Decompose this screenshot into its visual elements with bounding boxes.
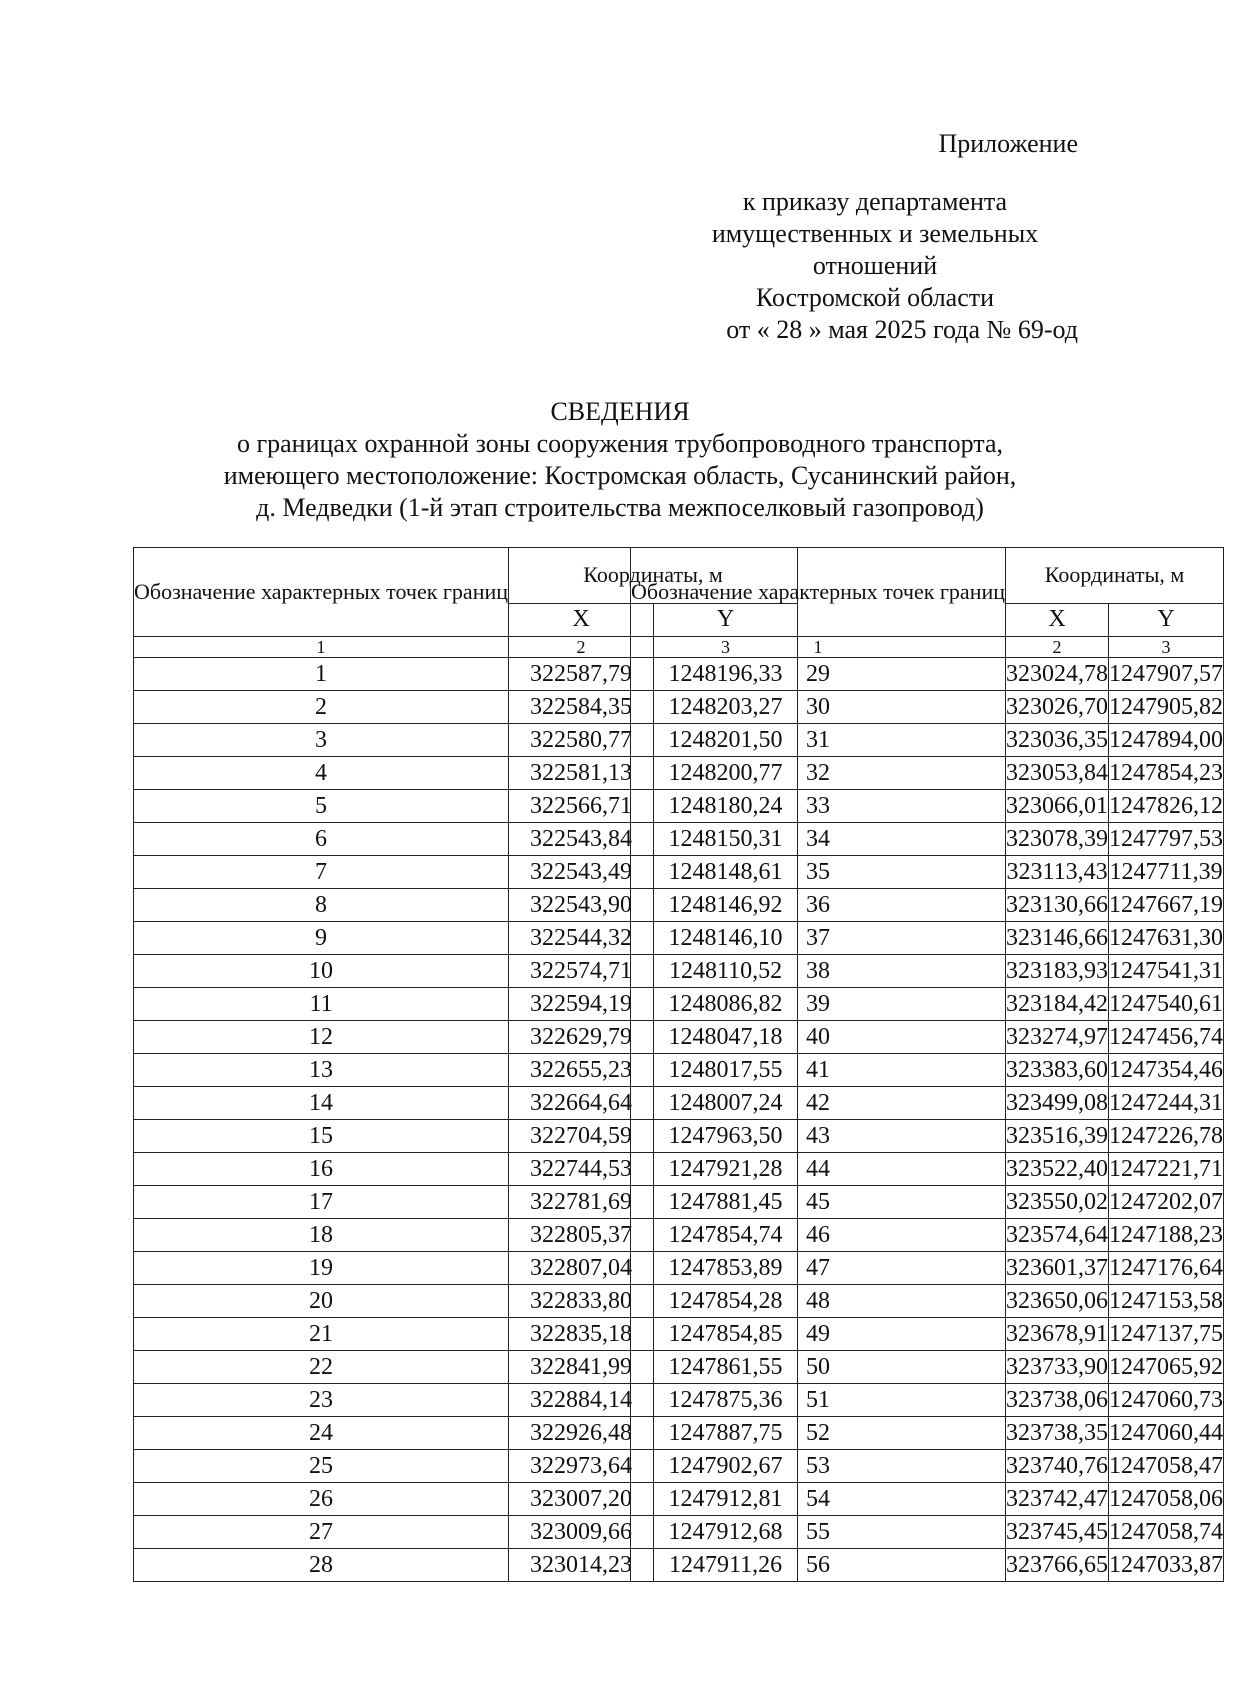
y-coordinate-cell: 1248146,92 — [654, 889, 798, 922]
y-coordinate-cell: 1247137,75 — [1109, 1318, 1224, 1351]
x-coordinate-cell: 323383,60 — [1006, 1054, 1109, 1087]
point-number-cell: 51 — [631, 1384, 1006, 1417]
table-row — [631, 691, 1224, 724]
y-coordinate-cell: 1247902,67 — [654, 1450, 798, 1483]
x-coordinate-cell: 323078,39 — [1006, 823, 1109, 856]
x-coordinate-cell: 322587,79 — [509, 658, 654, 691]
x-coordinate-cell: 322973,64 — [509, 1450, 654, 1483]
column-index: 2 — [509, 637, 654, 658]
x-coordinate-cell: 323766,65 — [1006, 1549, 1109, 1582]
order-line: отношений — [812, 251, 938, 280]
x-coordinate-cell: 322584,35 — [509, 691, 654, 724]
y-coordinate-cell: 1247153,58 — [1109, 1285, 1224, 1318]
y-coordinate-cell: 1248200,77 — [654, 757, 798, 790]
point-number-cell: 48 — [631, 1285, 1006, 1318]
point-number-cell: 30 — [631, 691, 1006, 724]
y-coordinate-cell: 1247854,23 — [1109, 757, 1224, 790]
x-column-header: X — [509, 603, 654, 636]
point-number-cell: 52 — [631, 1417, 1006, 1450]
point-number-cell: 25 — [134, 1450, 509, 1483]
table-row — [631, 1318, 1224, 1351]
y-coordinate-cell: 1247887,75 — [654, 1417, 798, 1450]
x-coordinate-cell: 323742,47 — [1006, 1483, 1109, 1516]
point-number-cell: 13 — [134, 1054, 509, 1087]
order-date-line: от « 28 » мая 2025 года № 69-од — [726, 315, 1078, 344]
x-coordinate-cell: 322805,37 — [509, 1219, 654, 1252]
x-coordinate-cell: 322629,79 — [509, 1021, 654, 1054]
point-number-cell: 53 — [631, 1450, 1006, 1483]
x-coordinate-cell: 322566,71 — [509, 790, 654, 823]
y-coordinate-cell: 1247540,61 — [1109, 988, 1224, 1021]
point-number-cell: 44 — [631, 1153, 1006, 1186]
order-line: имущественных и земельных — [711, 219, 1039, 248]
y-column-header: Y — [1109, 603, 1224, 636]
point-number-cell: 1 — [134, 658, 509, 691]
y-coordinate-cell: 1247853,89 — [654, 1252, 798, 1285]
x-coordinate-cell: 322744,53 — [509, 1153, 654, 1186]
coordinates-column-header: Координаты, м — [509, 548, 798, 604]
x-coordinate-cell: 323516,39 — [1006, 1120, 1109, 1153]
x-coordinate-cell: 323053,84 — [1006, 757, 1109, 790]
point-number-cell: 56 — [631, 1549, 1006, 1582]
y-coordinate-cell: 1248017,55 — [654, 1054, 798, 1087]
x-coordinate-cell: 323113,43 — [1006, 856, 1109, 889]
y-coordinate-cell: 1247861,55 — [654, 1351, 798, 1384]
x-coordinate-cell: 323274,97 — [1006, 1021, 1109, 1054]
table-row — [631, 1153, 1224, 1186]
point-column-header: Обозначение характерных точек границ — [631, 548, 1006, 637]
point-number-cell: 22 — [134, 1351, 509, 1384]
point-number-cell: 41 — [631, 1054, 1006, 1087]
point-number-cell: 49 — [631, 1318, 1006, 1351]
y-coordinate-cell: 1247875,36 — [654, 1384, 798, 1417]
table-row — [631, 1384, 1224, 1417]
point-number-cell: 5 — [134, 790, 509, 823]
point-number-cell: 37 — [631, 922, 1006, 955]
x-coordinate-cell: 322580,77 — [509, 724, 654, 757]
x-coordinate-cell: 323574,64 — [1006, 1219, 1109, 1252]
y-coordinate-cell: 1247058,06 — [1109, 1483, 1224, 1516]
column-index: 3 — [654, 637, 798, 658]
x-coordinate-cell: 322574,71 — [509, 955, 654, 988]
point-column-header: Обозначение характерных точек границ — [134, 548, 509, 637]
y-coordinate-cell: 1248148,61 — [654, 856, 798, 889]
x-coordinate-cell: 322594,19 — [509, 988, 654, 1021]
point-number-cell: 12 — [134, 1021, 509, 1054]
x-coordinate-cell: 323184,42 — [1006, 988, 1109, 1021]
point-number-cell: 50 — [631, 1351, 1006, 1384]
y-coordinate-cell: 1248150,31 — [654, 823, 798, 856]
point-number-cell: 7 — [134, 856, 509, 889]
table-row — [631, 922, 1224, 955]
x-coordinate-cell: 323601,37 — [1006, 1252, 1109, 1285]
y-coordinate-cell: 1247060,44 — [1109, 1417, 1224, 1450]
x-coordinate-cell: 323009,66 — [509, 1516, 654, 1549]
x-coordinate-cell: 322704,59 — [509, 1120, 654, 1153]
point-number-cell: 10 — [134, 955, 509, 988]
table-row — [631, 1417, 1224, 1450]
x-coordinate-cell: 323007,20 — [509, 1483, 654, 1516]
order-line: к приказу департамента — [742, 187, 1008, 216]
table-row — [631, 823, 1224, 856]
coordinates-table-right — [630, 547, 1224, 1582]
y-coordinate-cell: 1247226,78 — [1109, 1120, 1224, 1153]
y-coordinate-cell: 1247541,31 — [1109, 955, 1224, 988]
y-coordinate-cell: 1247221,71 — [1109, 1153, 1224, 1186]
x-coordinate-cell: 323522,40 — [1006, 1153, 1109, 1186]
x-coordinate-cell: 322543,90 — [509, 889, 654, 922]
x-coordinate-cell: 322664,64 — [509, 1087, 654, 1120]
title-heading: СВЕДЕНИЯ — [550, 397, 690, 426]
point-number-cell: 47 — [631, 1252, 1006, 1285]
x-coordinate-cell: 322581,13 — [509, 757, 654, 790]
x-coordinate-cell: 322544,32 — [509, 922, 654, 955]
coordinates-column-header: Координаты, м — [1006, 548, 1224, 604]
table-row — [631, 1021, 1224, 1054]
table-row — [631, 1483, 1224, 1516]
point-number-cell: 11 — [134, 988, 509, 1021]
y-coordinate-cell: 1247631,30 — [1109, 922, 1224, 955]
y-coordinate-cell: 1247058,47 — [1109, 1450, 1224, 1483]
point-number-cell: 31 — [631, 724, 1006, 757]
table-body — [631, 658, 1224, 1582]
point-number-cell: 45 — [631, 1186, 1006, 1219]
x-coordinate-cell: 322807,04 — [509, 1252, 654, 1285]
x-coordinate-cell: 323745,45 — [1006, 1516, 1109, 1549]
x-column-header: X — [1006, 603, 1109, 636]
x-coordinate-cell: 323026,70 — [1006, 691, 1109, 724]
x-coordinate-cell: 322884,14 — [509, 1384, 654, 1417]
table-row — [631, 1285, 1224, 1318]
y-coordinate-cell: 1248180,24 — [654, 790, 798, 823]
point-number-cell: 38 — [631, 955, 1006, 988]
table-row — [631, 724, 1224, 757]
y-coordinate-cell: 1248196,33 — [654, 658, 798, 691]
y-coordinate-cell: 1248007,24 — [654, 1087, 798, 1120]
x-coordinate-cell: 322926,48 — [509, 1417, 654, 1450]
point-number-cell: 42 — [631, 1087, 1006, 1120]
x-coordinate-cell: 322841,99 — [509, 1351, 654, 1384]
x-coordinate-cell: 323036,35 — [1006, 724, 1109, 757]
y-column-header: Y — [654, 603, 798, 636]
x-coordinate-cell: 323740,76 — [1006, 1450, 1109, 1483]
x-coordinate-cell: 322543,49 — [509, 856, 654, 889]
point-number-cell: 36 — [631, 889, 1006, 922]
title-line: о границах охранной зоны сооружения трубопроводного транспорта, — [236, 429, 1004, 458]
title-line: д. Медведки (1-й этап строительства межпоселковый газопровод) — [256, 493, 984, 522]
x-coordinate-cell: 323183,93 — [1006, 955, 1109, 988]
document-title — [0, 396, 1240, 524]
y-coordinate-cell: 1247456,74 — [1109, 1021, 1224, 1054]
point-number-cell: 55 — [631, 1516, 1006, 1549]
table-row — [631, 1549, 1224, 1582]
table-row — [631, 1351, 1224, 1384]
point-number-cell: 21 — [134, 1318, 509, 1351]
point-number-cell: 46 — [631, 1219, 1006, 1252]
y-coordinate-cell: 1247202,07 — [1109, 1186, 1224, 1219]
x-coordinate-cell: 323650,06 — [1006, 1285, 1109, 1318]
y-coordinate-cell: 1248110,52 — [654, 955, 798, 988]
point-number-cell: 14 — [134, 1087, 509, 1120]
column-index: 1 — [134, 637, 509, 658]
order-reference — [680, 186, 1078, 346]
y-coordinate-cell: 1247033,87 — [1109, 1549, 1224, 1582]
point-number-cell: 35 — [631, 856, 1006, 889]
point-number-cell: 6 — [134, 823, 509, 856]
point-number-cell: 17 — [134, 1186, 509, 1219]
table-row — [631, 790, 1224, 823]
point-number-cell: 2 — [134, 691, 509, 724]
column-index: 3 — [1109, 637, 1224, 658]
x-coordinate-cell: 323014,23 — [509, 1549, 654, 1582]
point-number-cell: 4 — [134, 757, 509, 790]
y-coordinate-cell: 1248203,27 — [654, 691, 798, 724]
y-coordinate-cell: 1247667,19 — [1109, 889, 1224, 922]
y-coordinate-cell: 1247854,85 — [654, 1318, 798, 1351]
title-line: имеющего местоположение: Костромская область, Сусанинский район, — [223, 461, 1017, 490]
point-number-cell: 3 — [134, 724, 509, 757]
point-number-cell: 29 — [631, 658, 1006, 691]
y-coordinate-cell: 1247854,74 — [654, 1219, 798, 1252]
point-number-cell: 40 — [631, 1021, 1006, 1054]
point-number-cell: 9 — [134, 922, 509, 955]
point-number-cell: 24 — [134, 1417, 509, 1450]
y-coordinate-cell: 1247188,23 — [1109, 1219, 1224, 1252]
point-number-cell: 26 — [134, 1483, 509, 1516]
table-row — [631, 1516, 1224, 1549]
point-number-cell: 33 — [631, 790, 1006, 823]
x-coordinate-cell: 323066,01 — [1006, 790, 1109, 823]
x-coordinate-cell: 322781,69 — [509, 1186, 654, 1219]
point-number-cell: 39 — [631, 988, 1006, 1021]
y-coordinate-cell: 1247963,50 — [654, 1120, 798, 1153]
column-index: 1 — [631, 637, 1006, 658]
y-coordinate-cell: 1247894,00 — [1109, 724, 1224, 757]
y-coordinate-cell: 1248146,10 — [654, 922, 798, 955]
point-number-cell: 43 — [631, 1120, 1006, 1153]
x-coordinate-cell: 322543,84 — [509, 823, 654, 856]
point-number-cell: 19 — [134, 1252, 509, 1285]
y-coordinate-cell: 1247921,28 — [654, 1153, 798, 1186]
table-row — [631, 1252, 1224, 1285]
point-number-cell: 8 — [134, 889, 509, 922]
y-coordinate-cell: 1247797,53 — [1109, 823, 1224, 856]
point-number-cell: 16 — [134, 1153, 509, 1186]
table-row — [631, 988, 1224, 1021]
point-number-cell: 28 — [134, 1549, 509, 1582]
x-coordinate-cell: 323146,66 — [1006, 922, 1109, 955]
table-row — [631, 658, 1224, 691]
y-coordinate-cell: 1247176,64 — [1109, 1252, 1224, 1285]
point-number-cell: 15 — [134, 1120, 509, 1153]
y-coordinate-cell: 1247905,82 — [1109, 691, 1224, 724]
table-row — [631, 1219, 1224, 1252]
x-coordinate-cell: 323550,02 — [1006, 1186, 1109, 1219]
y-coordinate-cell: 1248201,50 — [654, 724, 798, 757]
table-row — [631, 1087, 1224, 1120]
y-coordinate-cell: 1247711,39 — [1109, 856, 1224, 889]
x-coordinate-cell: 323738,35 — [1006, 1417, 1109, 1450]
point-number-cell: 54 — [631, 1483, 1006, 1516]
x-coordinate-cell: 323738,06 — [1006, 1384, 1109, 1417]
table-row — [631, 1186, 1224, 1219]
y-coordinate-cell: 1247354,46 — [1109, 1054, 1224, 1087]
table-row — [631, 955, 1224, 988]
table-row — [631, 889, 1224, 922]
y-coordinate-cell: 1247907,57 — [1109, 658, 1224, 691]
table-row — [631, 757, 1224, 790]
appendix-label: Приложение — [938, 129, 1078, 158]
y-coordinate-cell: 1247244,31 — [1109, 1087, 1224, 1120]
point-number-cell: 34 — [631, 823, 1006, 856]
y-coordinate-cell: 1247912,68 — [654, 1516, 798, 1549]
y-coordinate-cell: 1247911,26 — [654, 1549, 798, 1582]
x-coordinate-cell: 323130,66 — [1006, 889, 1109, 922]
point-number-cell: 18 — [134, 1219, 509, 1252]
x-coordinate-cell: 322655,23 — [509, 1054, 654, 1087]
y-coordinate-cell: 1247065,92 — [1109, 1351, 1224, 1384]
y-coordinate-cell: 1247881,45 — [654, 1186, 798, 1219]
y-coordinate-cell: 1247912,81 — [654, 1483, 798, 1516]
y-coordinate-cell: 1247060,73 — [1109, 1384, 1224, 1417]
column-index: 2 — [1006, 637, 1109, 658]
y-coordinate-cell: 1248086,82 — [654, 988, 798, 1021]
point-number-cell: 23 — [134, 1384, 509, 1417]
point-number-cell: 20 — [134, 1285, 509, 1318]
x-coordinate-cell: 322835,18 — [509, 1318, 654, 1351]
point-number-cell: 27 — [134, 1516, 509, 1549]
y-coordinate-cell: 1247058,74 — [1109, 1516, 1224, 1549]
x-coordinate-cell: 323678,91 — [1006, 1318, 1109, 1351]
table-row — [631, 1054, 1224, 1087]
y-coordinate-cell: 1247854,28 — [654, 1285, 798, 1318]
x-coordinate-cell: 322833,80 — [509, 1285, 654, 1318]
y-coordinate-cell: 1248047,18 — [654, 1021, 798, 1054]
x-coordinate-cell: 323024,78 — [1006, 658, 1109, 691]
x-coordinate-cell: 323733,90 — [1006, 1351, 1109, 1384]
table-row — [631, 856, 1224, 889]
y-coordinate-cell: 1247826,12 — [1109, 790, 1224, 823]
order-line: Костромской области — [755, 283, 995, 312]
point-number-cell: 32 — [631, 757, 1006, 790]
table-row — [631, 1120, 1224, 1153]
x-coordinate-cell: 323499,08 — [1006, 1087, 1109, 1120]
table-row — [631, 1450, 1224, 1483]
